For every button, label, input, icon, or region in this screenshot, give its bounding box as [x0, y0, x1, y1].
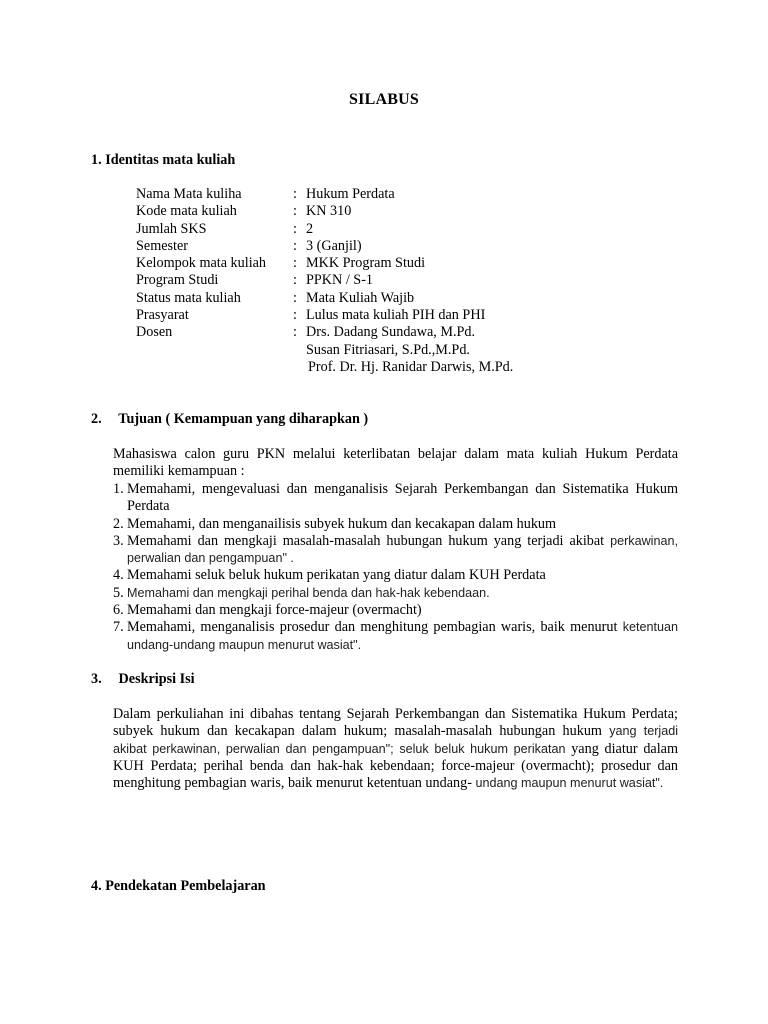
identity-colon: : — [293, 237, 297, 254]
list-item-number: 4. — [113, 567, 124, 584]
section-1-number: 1. — [91, 152, 102, 168]
identity-value: Hukum Perdata — [306, 186, 395, 202]
identity-value: KN 310 — [306, 203, 352, 220]
list-item — [113, 619, 678, 654]
list-item-main-text: Memahami dan mengkaji masalah-masalah hubungan hukum yang terjadi akibat — [127, 532, 605, 549]
list-item-text — [127, 585, 678, 602]
identity-label: Kode mata kuliah — [136, 203, 237, 220]
deskripsi-text-1: Dalam perkuliahan ini dibahas tentang Sejarah Perkembangan dan Sistematika Hukum Perdata; subyek hukum dan kecakapan dalam hukum; masalah-masalah hubungan hukum — [113, 706, 678, 740]
list-item-main-text: Memahami seluk beluk hukum perikatan yang diatur dalam KUH Perdata — [127, 567, 546, 584]
list-item-main-text: Memahami, menganalisis prosedur dan menghitung pembagian waris, baik menurut — [127, 619, 618, 636]
identity-label: Nama Mata kuliha — [136, 186, 242, 202]
list-item-text — [127, 481, 678, 516]
identity-colon: : — [293, 324, 297, 341]
identity-colon: : — [293, 255, 297, 272]
list-item-tail-text: perkawinan, perwalian dan pengampuan" . — [127, 533, 678, 566]
section-1-label: Identitas mata kuliah — [105, 152, 236, 168]
list-item-text — [127, 516, 678, 533]
section-3-heading — [91, 671, 195, 688]
list-item-text — [127, 602, 678, 619]
identity-value: Drs. Dadang Sundawa, M.Pd. — [306, 324, 476, 341]
list-item-main-text: Memahami, mengevaluasi dan menganalisis Sejarah Perkembangan dan Sistematika Hukum Perdata — [127, 481, 678, 515]
list-item-number: 7. — [113, 619, 124, 636]
list-item — [113, 602, 678, 619]
identity-colon: : — [293, 272, 297, 289]
deskripsi-text-3: yang diatur dalam KUH Perdata; perihal benda dan hak-hak kebendaan; force-majeur (overmacht); prosedur dan menghitung pembagian waris, baik menurut ketentuan undang- — [113, 740, 678, 792]
identity-row-nama — [136, 186, 513, 203]
identity-label: Status mata kuliah — [136, 289, 241, 306]
identity-label: Dosen — [136, 324, 173, 341]
identity-row-status — [136, 290, 513, 307]
section-1-heading — [91, 152, 235, 169]
document-title: SILABUS — [349, 91, 419, 108]
list-item-number: 6. — [113, 602, 124, 619]
identity-value: 3 (Ganjil) — [306, 237, 362, 254]
identity-value: PPKN / S-1 — [306, 272, 374, 289]
identity-label: Prasyarat — [136, 307, 189, 324]
identity-value: Lulus mata kuliah PIH dan PHI — [306, 307, 486, 324]
identity-value: 2 — [306, 220, 314, 237]
list-item — [113, 516, 678, 533]
deskripsi-paragraph — [113, 706, 678, 792]
identity-row-semester — [136, 238, 513, 255]
identity-colon: : — [293, 289, 297, 306]
identity-row-prasyarat — [136, 307, 513, 324]
list-item — [113, 585, 678, 602]
identity-row-dosen — [136, 324, 513, 341]
section-2-label: Tujuan ( Kemampuan yang diharapkan ) — [118, 411, 369, 427]
list-item-text — [127, 619, 678, 654]
identity-table — [136, 186, 513, 376]
tujuan-intro-paragraph: Mahasiswa calon guru PKN melalui keterlibatan belajar dalam mata kuliah Hukum Perdata memiliki kemampuan : — [113, 446, 678, 480]
section-4-number: 4. — [91, 878, 102, 894]
identity-colon: : — [293, 186, 297, 202]
identity-value: Mata Kuliah Wajib — [306, 289, 415, 306]
identity-row-sks — [136, 221, 513, 238]
identity-label: Program Studi — [136, 272, 219, 289]
identity-colon: : — [293, 307, 297, 324]
identity-label: Semester — [136, 237, 189, 254]
identity-row-kode — [136, 203, 513, 220]
identity-row-prodi — [136, 272, 513, 289]
deskripsi-text-2: yang terjadi akibat perkawinan, perwalian dan pengampuan"; seluk beluk hukum perikatan — [113, 724, 679, 756]
section-2-number: 2. — [91, 411, 102, 427]
list-item-main-text: Memahami, dan menganailisis subyek hukum dan kecakapan dalam hukum — [127, 515, 557, 532]
tujuan-list — [113, 481, 678, 654]
list-item — [113, 481, 678, 516]
list-item — [113, 567, 678, 584]
list-item-number: 3. — [113, 532, 124, 549]
section-4-heading — [91, 878, 266, 895]
identity-label: Jumlah SKS — [136, 220, 207, 237]
list-item-main-text: Memahami dan mengkaji force-majeur (overmacht) — [127, 602, 422, 619]
list-item-number: 2. — [113, 515, 124, 532]
section-2-heading — [91, 411, 368, 428]
list-item-text — [127, 567, 678, 584]
identity-colon: : — [293, 203, 297, 220]
section-4-label: Pendekatan Pembelajaran — [105, 878, 266, 894]
identity-colon: : — [293, 220, 297, 237]
identity-label: Kelompok mata kuliah — [136, 255, 267, 272]
list-item-number: 5. — [113, 584, 124, 601]
list-item-main-text: Memahami dan mengkaji perihal benda dan hak-hak kebendaan. — [127, 585, 490, 600]
deskripsi-text-4: undang maupun menurut wasiat". — [475, 776, 664, 791]
identity-value: MKK Program Studi — [306, 255, 426, 272]
identity-row-kelompok — [136, 255, 513, 272]
list-item-tail-text: ketentuan undang-undang maupun menurut wasiat". — [127, 620, 679, 652]
list-item-text — [127, 533, 678, 568]
section-3-number: 3. — [91, 671, 102, 687]
list-item — [113, 533, 678, 568]
section-3-label: Deskripsi Isi — [118, 671, 195, 687]
list-item-number: 1. — [113, 481, 124, 497]
dosen-extra-name: Prof. Dr. Hj. Ranidar Darwis, M.Pd. — [308, 358, 514, 375]
dosen-extra-name: Susan Fitriasari, S.Pd.,M.Pd. — [306, 341, 470, 358]
